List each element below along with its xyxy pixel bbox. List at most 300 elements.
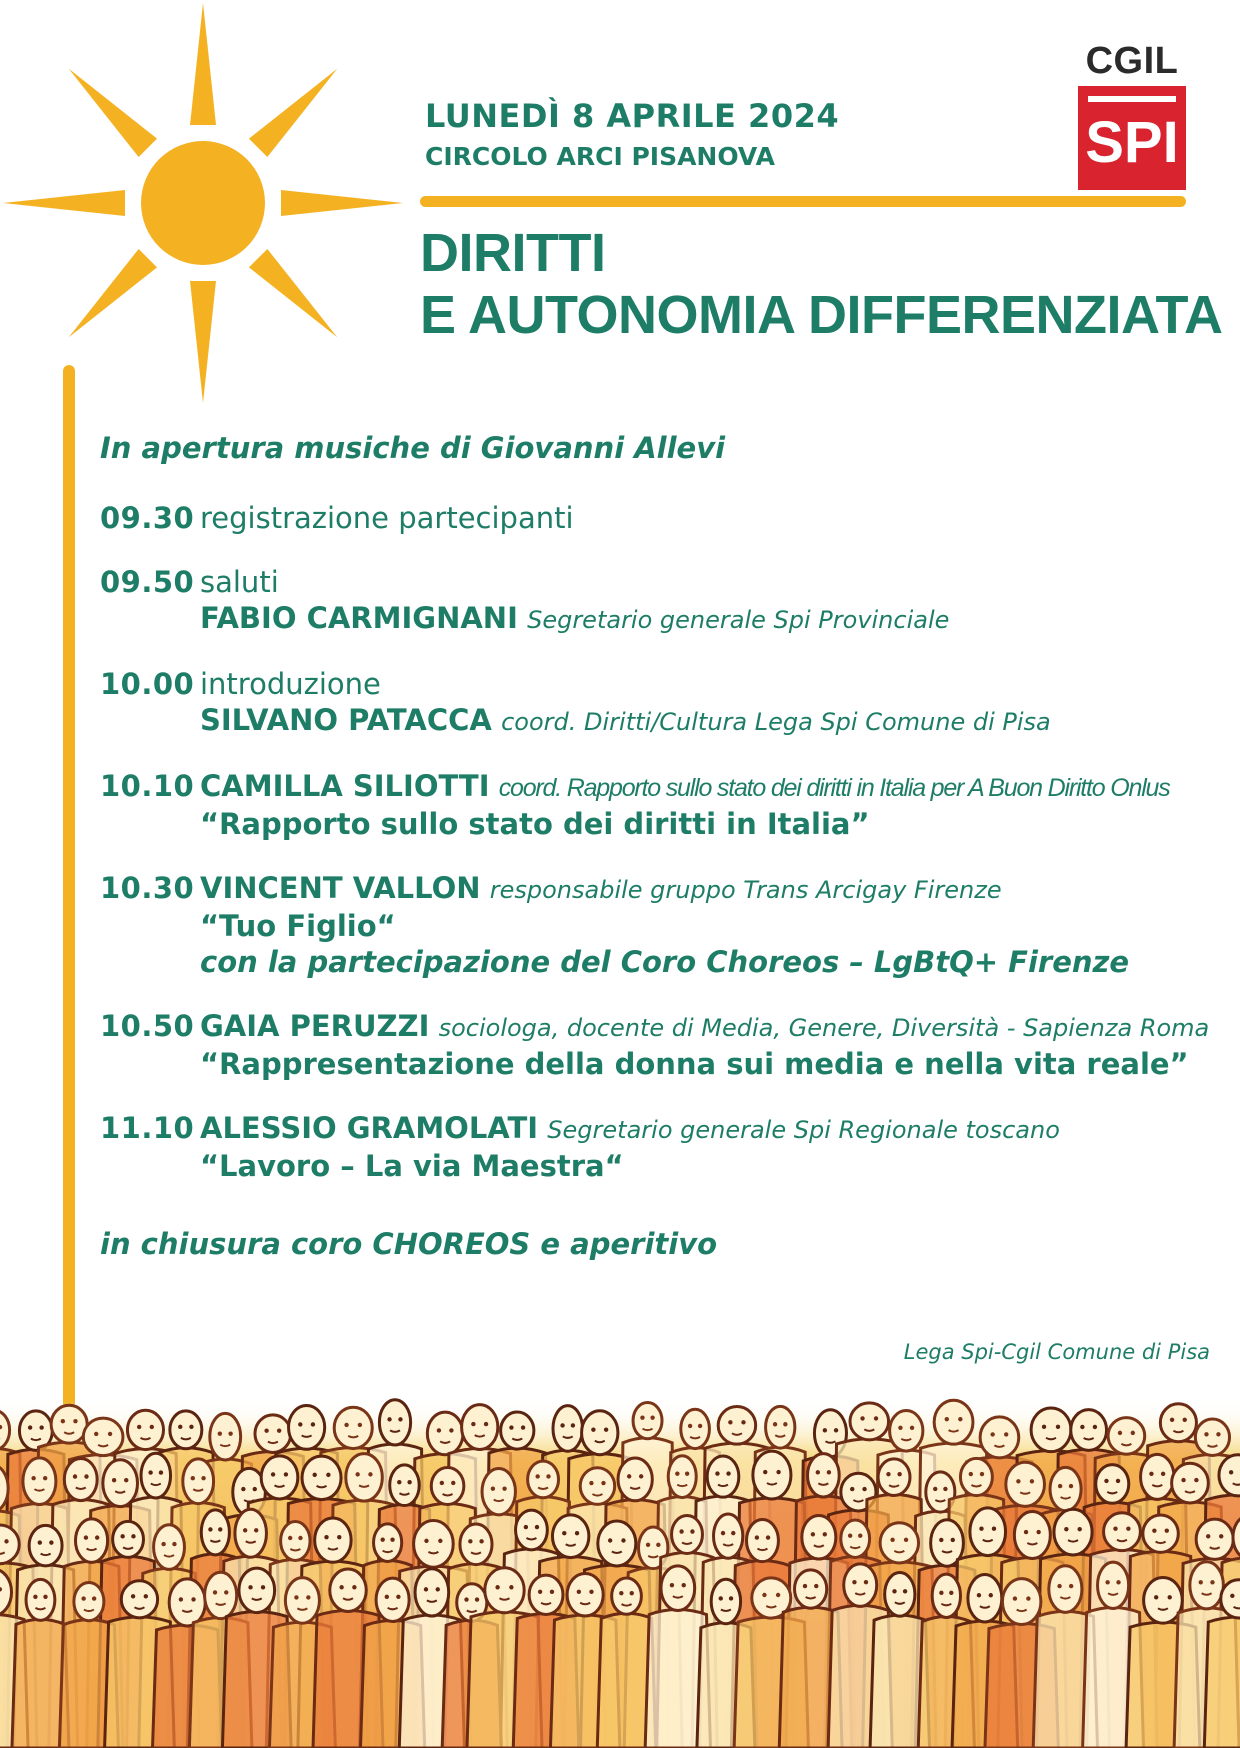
- crowd-person-eye: [939, 1591, 943, 1595]
- crowd-person-eye: [484, 1422, 488, 1426]
- crowd-person-eye: [604, 1428, 608, 1432]
- crowd-person-head: [980, 1417, 1019, 1458]
- crowd-person-eye: [729, 1596, 733, 1600]
- crowd-person-eye: [1126, 1527, 1130, 1531]
- crowd-person-eye: [73, 1474, 77, 1478]
- crowd-person-head: [580, 1468, 614, 1505]
- crowd-person-eye: [535, 1474, 539, 1478]
- crowd-person-head: [427, 1412, 463, 1455]
- crowd-person-eye: [1154, 1595, 1158, 1599]
- crowd-person-eye: [261, 1585, 265, 1589]
- side-divider: [63, 365, 75, 1425]
- crowd-person-eye: [688, 1424, 692, 1428]
- item-time: 10.30: [100, 871, 195, 905]
- crowd-person-eye: [979, 1527, 983, 1531]
- crowd-person-eye: [108, 1432, 112, 1436]
- crowd-person-eye: [1016, 1479, 1020, 1483]
- crowd-person-eye: [1004, 1432, 1008, 1436]
- crowd-person-eye: [575, 1531, 579, 1535]
- crowd-person-eye: [468, 1539, 472, 1543]
- crowd-person-eye: [728, 1420, 732, 1424]
- sun-ray: [281, 190, 403, 216]
- crowd-person-eye: [850, 1487, 854, 1491]
- crowd-person-eye: [939, 1538, 943, 1542]
- crowd-person-head: [462, 1405, 498, 1450]
- crowd-person-eye: [1058, 1484, 1062, 1488]
- crowd-person-eye: [933, 1487, 937, 1491]
- speaker-name: FABIO CARMIGNANI: [200, 601, 518, 635]
- crowd-person-eye: [943, 1487, 947, 1491]
- crowd-person-eye: [1149, 1472, 1153, 1476]
- crowd-person-head: [75, 1519, 107, 1563]
- crowd-person-eye: [189, 1425, 193, 1429]
- crowd-person-head: [612, 1578, 642, 1614]
- crowd-person-eye: [589, 1590, 593, 1594]
- crowd-person-head: [315, 1518, 351, 1562]
- crowd-person-head: [795, 1570, 827, 1608]
- crowd-person-eye: [685, 1471, 689, 1475]
- crowd-person-head: [552, 1515, 588, 1558]
- crowd-person-head: [379, 1400, 410, 1445]
- sun-icon: [0, 0, 410, 410]
- crowd-person-eye: [224, 1590, 228, 1594]
- crowd-person-eye: [762, 1593, 766, 1597]
- crowd-person-eye: [776, 1470, 780, 1474]
- crowd-person-eye: [776, 1593, 780, 1597]
- crowd-person-eye: [424, 1539, 428, 1543]
- crowd-person-eye: [284, 1472, 288, 1476]
- crowd-person-eye: [719, 1596, 723, 1600]
- crowd-person-head: [205, 1572, 237, 1618]
- crowd-person-head: [878, 1459, 910, 1496]
- crowd-person-eye: [298, 1536, 302, 1540]
- event-venue: CIRCOLO ARCI PISANOVA: [425, 142, 775, 171]
- crowd-person-eye: [538, 1590, 542, 1594]
- crowd-person-eye: [243, 1528, 247, 1532]
- crowd-person-head: [154, 1525, 185, 1570]
- crowd-person-eye: [1024, 1530, 1028, 1534]
- crowd-person-eye: [213, 1590, 217, 1594]
- crowd-person-eye: [1056, 1425, 1060, 1429]
- crowd-person-head: [74, 1582, 104, 1620]
- crowd-person-eye: [471, 1422, 475, 1426]
- crowd-person-eye: [1030, 1479, 1034, 1483]
- crowd-person-head: [141, 1453, 171, 1498]
- crowd-person-eye: [601, 1481, 605, 1485]
- crowd-person-head: [668, 1456, 696, 1498]
- crowd-person-head: [968, 1575, 1002, 1622]
- crowd-person-eye: [397, 1480, 401, 1484]
- crowd-person-eye: [288, 1536, 292, 1540]
- crowd-person-head: [501, 1412, 534, 1449]
- program-item: [100, 768, 1220, 842]
- crowd-person-eye: [656, 1543, 660, 1547]
- item-time: 09.30: [100, 501, 195, 535]
- crowd-person-body: [1204, 1617, 1240, 1748]
- crowd-person-eye: [958, 1417, 962, 1421]
- crowd-person-head: [718, 1407, 755, 1445]
- crowd-person-head: [711, 1579, 740, 1624]
- crowd-person-eye: [783, 1422, 787, 1426]
- crowd-person-eye: [313, 1473, 317, 1477]
- crowd-person-head: [29, 1525, 62, 1566]
- talk-title: “Tuo Figlio“: [200, 909, 396, 943]
- crowd-person-head: [1143, 1515, 1178, 1552]
- crowd-person-eye: [43, 1595, 47, 1599]
- crowd-person-eye: [589, 1481, 593, 1485]
- speaker-role: Segretario generale Spi Regionale toscano: [547, 1116, 1060, 1144]
- speaker-name: GAIA PERUZZI: [200, 1009, 430, 1043]
- crowd-person-eye: [148, 1470, 152, 1474]
- crowd-person-eye: [112, 1478, 116, 1482]
- crowd-person-eye: [990, 1432, 994, 1436]
- crowd-person-eye: [951, 1538, 955, 1542]
- crowd-person-head: [64, 1458, 97, 1500]
- crowd-person-eye: [94, 1432, 98, 1436]
- crowd-person-eye: [1080, 1425, 1084, 1429]
- crowd-person-head: [485, 1568, 524, 1613]
- logo-cgil-text: CGIL: [1085, 40, 1179, 82]
- crowd-person-eye: [827, 1470, 831, 1474]
- crowd-person-head: [1049, 1566, 1082, 1613]
- crowd-person-eye: [390, 1537, 394, 1541]
- crowd-person-eye: [95, 1535, 99, 1539]
- crowd-person-eye: [495, 1585, 499, 1589]
- crowd-person-head: [1071, 1410, 1107, 1451]
- crowd-person-eye: [475, 1597, 479, 1601]
- crowd-person-eye: [398, 1417, 402, 1421]
- sun-ray: [190, 3, 216, 125]
- crowd-person-head: [528, 1461, 559, 1498]
- crowd-person-head: [850, 1403, 889, 1440]
- crowd-person-head: [127, 1410, 163, 1449]
- program-closing: in chiusura coro CHOREOS e aperitivo: [100, 1227, 718, 1261]
- crowd-person-eye: [945, 1417, 949, 1421]
- crowd-person-head: [553, 1406, 583, 1452]
- crowd-person-eye: [131, 1594, 135, 1598]
- crowd-person-eye: [763, 1470, 767, 1474]
- crowd-person-eye: [823, 1532, 827, 1536]
- crowd-person-eye: [1118, 1431, 1122, 1435]
- speaker-role: sociologa, docente di Media, Genere, Diversità - Sapienza Roma: [438, 1014, 1210, 1042]
- crowd-person-eye: [989, 1593, 993, 1597]
- crowd-person-head: [890, 1411, 923, 1452]
- crowd-person-eye: [502, 1486, 506, 1490]
- crowd-person-eye: [521, 1425, 525, 1429]
- crowd-person-head: [529, 1575, 563, 1614]
- crowd-person-head: [169, 1579, 205, 1626]
- crowd-person-head: [1054, 1509, 1092, 1555]
- program: [100, 428, 1220, 1264]
- crowd-person-eye: [858, 1533, 862, 1537]
- crowd-person-eye: [491, 1486, 495, 1490]
- crowd-person-eye: [1229, 1470, 1233, 1474]
- crowd-person-eye: [438, 1539, 442, 1543]
- crowd-person-eye: [910, 1426, 914, 1430]
- crowd-person-eye: [1183, 1418, 1187, 1422]
- crowd-person-eye: [31, 1476, 35, 1480]
- crowd-person-eye: [358, 1423, 362, 1427]
- crowd-person-eye: [535, 1525, 539, 1529]
- crowd-person-eye: [1161, 1472, 1165, 1476]
- crowd-person-head: [390, 1465, 419, 1506]
- sun-ray: [69, 69, 157, 157]
- crowd-person-eye: [864, 1580, 868, 1584]
- crowd-person-head: [672, 1516, 703, 1554]
- crowd-person-head: [582, 1411, 618, 1455]
- crowd-person-eye: [1105, 1580, 1109, 1584]
- crowd-person-eye: [608, 1538, 612, 1542]
- crowd-person-eye: [241, 1487, 245, 1491]
- crowd-person-head: [1098, 1562, 1129, 1608]
- crowd-person-head: [1031, 1408, 1071, 1452]
- crowd-person-head: [235, 1509, 267, 1557]
- crowd-person-eye: [228, 1431, 232, 1435]
- speaker-name: VINCENT VALLON: [200, 871, 481, 905]
- crowd-person-eye: [803, 1584, 807, 1588]
- crowd-illustration: [0, 1380, 1240, 1748]
- crowd-person-eye: [479, 1539, 483, 1543]
- crowd-person-eye: [992, 1527, 996, 1531]
- crowd-person-eye: [823, 1428, 827, 1432]
- crowd-person-eye: [131, 1534, 135, 1538]
- crowd-person-head: [1196, 1519, 1233, 1559]
- crowd-person-eye: [440, 1481, 444, 1485]
- crowd-person-eye: [271, 1472, 275, 1476]
- crowd-person-eye: [1152, 1528, 1156, 1532]
- crowd-person-eye: [1036, 1530, 1040, 1534]
- crowd-person-eye: [816, 1470, 820, 1474]
- crowd-person-eye: [387, 1417, 391, 1421]
- crowd-person-eye: [550, 1590, 554, 1594]
- crowd-person-eye: [172, 1542, 176, 1546]
- crowd-person-eye: [577, 1590, 581, 1594]
- crowd-person-head: [1172, 1463, 1209, 1503]
- crowd-person-eye: [509, 1425, 513, 1429]
- crowd-person-eye: [546, 1474, 550, 1478]
- crowd-person-eye: [650, 1415, 654, 1419]
- crowd-person-eye: [92, 1596, 96, 1600]
- crowd-person-head: [431, 1467, 464, 1504]
- crowd-person-eye: [1113, 1527, 1117, 1531]
- program-item: [100, 1008, 1220, 1082]
- sun-ray: [249, 249, 337, 337]
- crowd-person-eye: [1116, 1479, 1120, 1483]
- crowd-person-head: [415, 1569, 449, 1616]
- crowd-person-head: [113, 1521, 144, 1557]
- crowd-person-eye: [1069, 1484, 1073, 1488]
- page-title: [420, 222, 1222, 346]
- crowd-person-head: [334, 1407, 372, 1448]
- crowd-person-eye: [852, 1580, 856, 1584]
- crowd-person-eye: [38, 1540, 42, 1544]
- crowd-person-head: [414, 1521, 454, 1568]
- crowd-person-eye: [294, 1595, 298, 1599]
- crowd-person-eye: [355, 1472, 359, 1476]
- crowd-person-eye: [248, 1585, 252, 1589]
- crowd-person-eye: [201, 1476, 205, 1480]
- crowd-person-head: [714, 1514, 743, 1558]
- speaker-name: ALESSIO GRAMOLATI: [200, 1111, 539, 1145]
- crowd-person-eye: [161, 1542, 165, 1546]
- speaker-role: coord. Rapporto sullo stato dei diritti in Italia per A Buon Diritto Onlus: [498, 774, 1170, 802]
- crowd-person-eye: [1194, 1478, 1198, 1482]
- crowd-person-head: [261, 1456, 298, 1499]
- crowd-person-eye: [464, 1597, 468, 1601]
- crowd-person-eye: [640, 1415, 644, 1419]
- crowd-person-eye: [646, 1543, 650, 1547]
- crowd-person-eye: [407, 1480, 411, 1484]
- crowd-person-eye: [33, 1595, 37, 1599]
- crowd-person-eye: [368, 1472, 372, 1476]
- crowd-person-eye: [28, 1425, 32, 1429]
- talk-title: “Rappresentazione della donna sui media e nella vita reale”: [200, 1047, 1189, 1081]
- speaker-name: CAMILLA SILIOTTI: [200, 769, 490, 803]
- crowd-person-eye: [890, 1538, 894, 1542]
- crowd-person-eye: [264, 1428, 268, 1432]
- title-line-1: DIRITTI: [420, 223, 606, 283]
- talk-note: con la partecipazione del Coro Choreos – LgBtQ+ Firenze: [200, 945, 1130, 979]
- crowd-person-eye: [639, 1474, 643, 1478]
- crowd-person-eye: [731, 1531, 735, 1535]
- crowd-person-eye: [571, 1423, 575, 1427]
- crowd-person-eye: [339, 1585, 343, 1589]
- crowd-person-eye: [337, 1535, 341, 1539]
- crowd-person-eye: [892, 1589, 896, 1593]
- crowd-person-eye: [726, 1471, 730, 1475]
- crowd-person-head: [1002, 1579, 1040, 1625]
- crowd-person-eye: [766, 1535, 770, 1539]
- crowd-person-head: [83, 1418, 123, 1455]
- crowd-person-head: [302, 1456, 341, 1499]
- speaker-name: SILVANO PATACCA: [200, 703, 492, 737]
- crowd-person-eye: [698, 1424, 702, 1428]
- program-item: [100, 666, 1220, 740]
- crowd-person-head: [970, 1508, 1006, 1556]
- crowd-person-eye: [150, 1425, 154, 1429]
- crowd-person-eye: [84, 1535, 88, 1539]
- crowd-person-head: [1190, 1562, 1224, 1609]
- program-item: [100, 564, 1220, 638]
- crowd-person-eye: [1206, 1534, 1210, 1538]
- crowd-person-eye: [898, 1426, 902, 1430]
- program-opening: In apertura musiche di Giovanni Allevi: [100, 431, 726, 465]
- item-time: 10.10: [100, 769, 195, 803]
- crowd-person-eye: [218, 1431, 222, 1435]
- program-item: [100, 500, 1220, 536]
- crowd-person-eye: [191, 1476, 195, 1480]
- header-divider: [420, 196, 1186, 207]
- crowd-person-head: [808, 1454, 840, 1497]
- crowd-person-eye: [385, 1595, 389, 1599]
- cgil-spi-logo: [1078, 42, 1186, 190]
- crowd-person-head: [183, 1459, 214, 1504]
- crowd-person-eye: [755, 1535, 759, 1539]
- crowd-person-head: [1195, 1419, 1229, 1455]
- crowd-person-eye: [344, 1423, 348, 1427]
- crowd-person-head: [747, 1520, 779, 1562]
- crowd-person-eye: [179, 1597, 183, 1601]
- crowd-person-eye: [814, 1584, 818, 1588]
- crowd-person-eye: [1057, 1584, 1061, 1588]
- program-item: [100, 1110, 1220, 1184]
- crowd-person-head: [51, 1405, 87, 1443]
- crowd-person-eye: [253, 1487, 257, 1491]
- sun-ray: [249, 69, 337, 157]
- crowd-person-eye: [254, 1528, 258, 1532]
- crowd-person-eye: [874, 1416, 878, 1420]
- crowd-person-eye: [811, 1532, 815, 1536]
- crowd-person-eye: [277, 1428, 281, 1432]
- crowd-person-head: [121, 1581, 157, 1618]
- logo-spi-bar: [1088, 96, 1176, 102]
- crowd-person-head: [661, 1566, 695, 1611]
- crowd-person-eye: [137, 1425, 141, 1429]
- crowd-person-head: [1096, 1465, 1129, 1504]
- crowd-person-eye: [1204, 1432, 1208, 1436]
- crowd-person-eye: [1219, 1534, 1223, 1538]
- crowd-person-eye: [1026, 1596, 1030, 1600]
- item-time: 10.00: [100, 667, 195, 701]
- crowd-person-head: [880, 1523, 918, 1563]
- crowd-person-eye: [352, 1585, 356, 1589]
- crowd-person-eye: [670, 1583, 674, 1587]
- crowd-person-eye: [977, 1593, 981, 1597]
- crowd-person-eye: [690, 1529, 694, 1533]
- item-text: introduzione: [200, 667, 381, 701]
- crowd-person-eye: [396, 1595, 400, 1599]
- crowd-person-head: [633, 1403, 662, 1439]
- crowd-person-eye: [61, 1419, 65, 1423]
- crowd-person-head: [1144, 1577, 1183, 1623]
- crowd-person-eye: [306, 1595, 310, 1599]
- crowd-person-eye: [721, 1531, 725, 1535]
- sun-ray: [69, 249, 157, 337]
- crowd-person-eye: [773, 1422, 777, 1426]
- crowd-person-head: [1141, 1454, 1174, 1499]
- crowd-person-eye: [1042, 1425, 1046, 1429]
- crowd-person-eye: [1230, 1594, 1234, 1598]
- crowd-person-head: [281, 1521, 310, 1560]
- crowd-person-eye: [619, 1591, 623, 1595]
- speaker-role: responsabile gruppo Trans Arcigay Firenze: [489, 876, 1002, 904]
- crowd-person-eye: [144, 1594, 148, 1598]
- crowd-person-eye: [903, 1589, 907, 1593]
- crowd-person-eye: [326, 1473, 330, 1477]
- logo-spi-text: SPI: [1085, 110, 1179, 175]
- crowd-person-head: [374, 1524, 402, 1562]
- crowd-person-eye: [437, 1428, 441, 1432]
- crowd-person-head: [1104, 1513, 1141, 1551]
- crowd-person-head: [1050, 1467, 1081, 1510]
- title-line-2: E AUTONOMIA DIFFERENZIATA: [420, 285, 1223, 345]
- crowd-person-eye: [862, 1487, 866, 1491]
- signature: Lega Spi-Cgil Comune di Pisa: [903, 1340, 1210, 1364]
- crowd-person-eye: [1013, 1596, 1017, 1600]
- crowd-person-head: [346, 1454, 383, 1502]
- crowd-person-eye: [191, 1597, 195, 1601]
- crowd-person-eye: [560, 1423, 564, 1427]
- crowd-person-head: [934, 1400, 973, 1444]
- crowd-person-head: [1160, 1404, 1196, 1442]
- crowd-person-head: [103, 1460, 138, 1507]
- program-item: [100, 870, 1220, 980]
- crowd-person-eye: [218, 1527, 222, 1531]
- crowd-person-eye: [949, 1591, 953, 1595]
- crowd-person-eye: [715, 1471, 719, 1475]
- crowd-person-eye: [81, 1596, 85, 1600]
- crowd-person-eye: [980, 1472, 984, 1476]
